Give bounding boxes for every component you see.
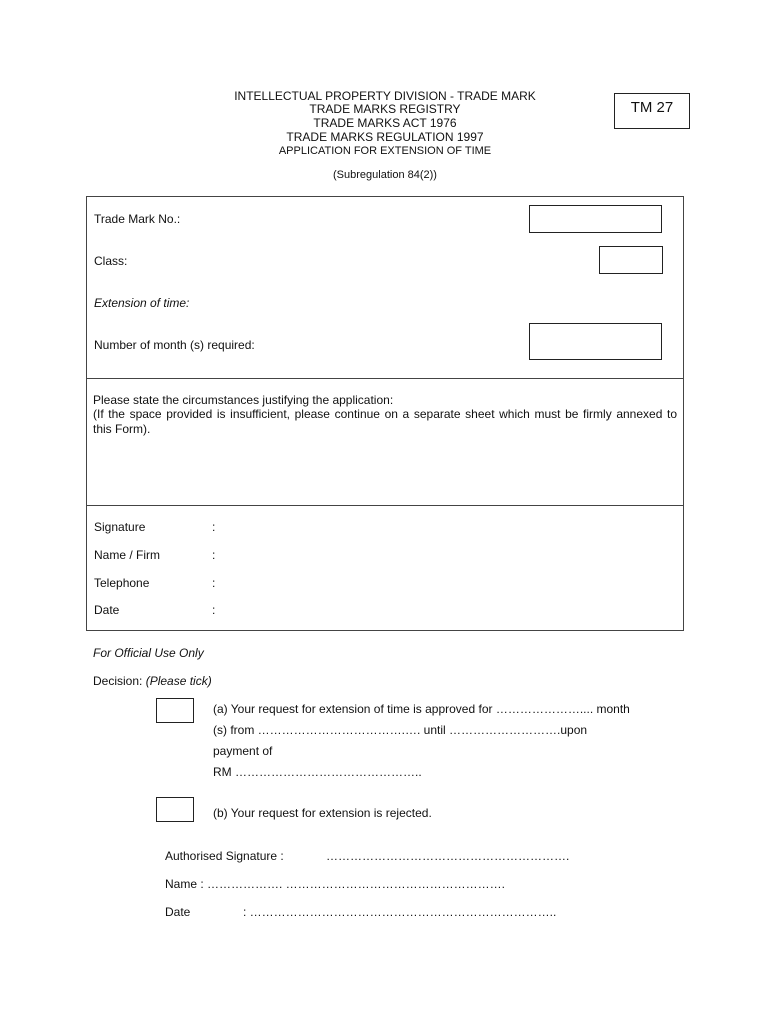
approve-tick-box[interactable]	[156, 698, 194, 723]
header-line-4: TRADE MARKS REGULATION 1997	[286, 130, 484, 144]
header-line-3: TRADE MARKS ACT 1976	[313, 116, 457, 130]
approve-line-4: RM ………………………………………..	[213, 765, 422, 779]
official-use-title: For Official Use Only	[93, 646, 204, 660]
reject-tick-box[interactable]	[156, 797, 194, 822]
trade-mark-no-label: Trade Mark No.:	[94, 212, 181, 226]
application-form	[86, 196, 684, 631]
form-code-box: TM 27	[614, 93, 690, 129]
approve-line-3: payment of	[213, 744, 273, 758]
class-label: Class:	[94, 254, 128, 268]
extension-of-time-label: Extension of time:	[94, 296, 190, 310]
divider	[87, 505, 683, 506]
decision-label	[93, 674, 212, 688]
please-tick-text: (Please tick)	[145, 674, 212, 688]
circumstances-label: Please state the circumstances justifying the application:	[93, 393, 394, 407]
approve-line-2: (s) from ……………………………….…. until ……………………….upon	[213, 723, 588, 737]
form-title: APPLICATION FOR EXTENSION OF TIME	[278, 145, 492, 157]
date-label: Date	[94, 603, 120, 617]
name-firm-field[interactable]	[222, 544, 662, 566]
telephone-label: Telephone	[94, 576, 150, 590]
telephone-colon: :	[212, 576, 216, 590]
name-firm-colon: :	[212, 548, 216, 562]
date-field[interactable]	[222, 599, 662, 621]
approve-line-1: (a) Your request for extension of time is approved for ………………….... month	[213, 702, 630, 716]
authorised-signature-dots: …………………………………………………….	[326, 849, 570, 863]
months-required-label: Number of month (s) required:	[94, 338, 255, 352]
official-date-dots: : …………………………………………………………………..	[243, 905, 557, 919]
telephone-field[interactable]	[222, 572, 662, 594]
authorised-signature-label: Authorised Signature :	[165, 849, 284, 863]
header-line-2: TRADE MARKS REGISTRY	[309, 102, 461, 116]
header-line-1: INTELLECTUAL PROPERTY DIVISION - TRADE MARK	[234, 89, 536, 103]
subregulation: (Subregulation 84(2))	[333, 169, 437, 181]
decision-text: Decision:	[93, 674, 143, 688]
circumstances-field[interactable]	[93, 442, 677, 502]
signature-label: Signature	[94, 520, 146, 534]
months-required-field[interactable]	[529, 323, 662, 360]
signature-field[interactable]	[222, 516, 662, 538]
date-colon: :	[212, 603, 216, 617]
name-firm-label: Name / Firm	[94, 548, 160, 562]
circumstances-note: (If the space provided is insufficient, please continue on a separate sheet which must be firmly annexed to this Form).	[93, 407, 677, 436]
reject-line: (b) Your request for extension is rejected.	[213, 806, 432, 820]
divider	[87, 378, 683, 379]
official-name-line: Name : ………………. ……………………………………………….	[165, 877, 506, 891]
official-date-label: Date	[165, 905, 191, 919]
trade-mark-no-field[interactable]	[529, 205, 662, 233]
class-field[interactable]	[599, 246, 663, 274]
signature-colon: :	[212, 520, 216, 534]
